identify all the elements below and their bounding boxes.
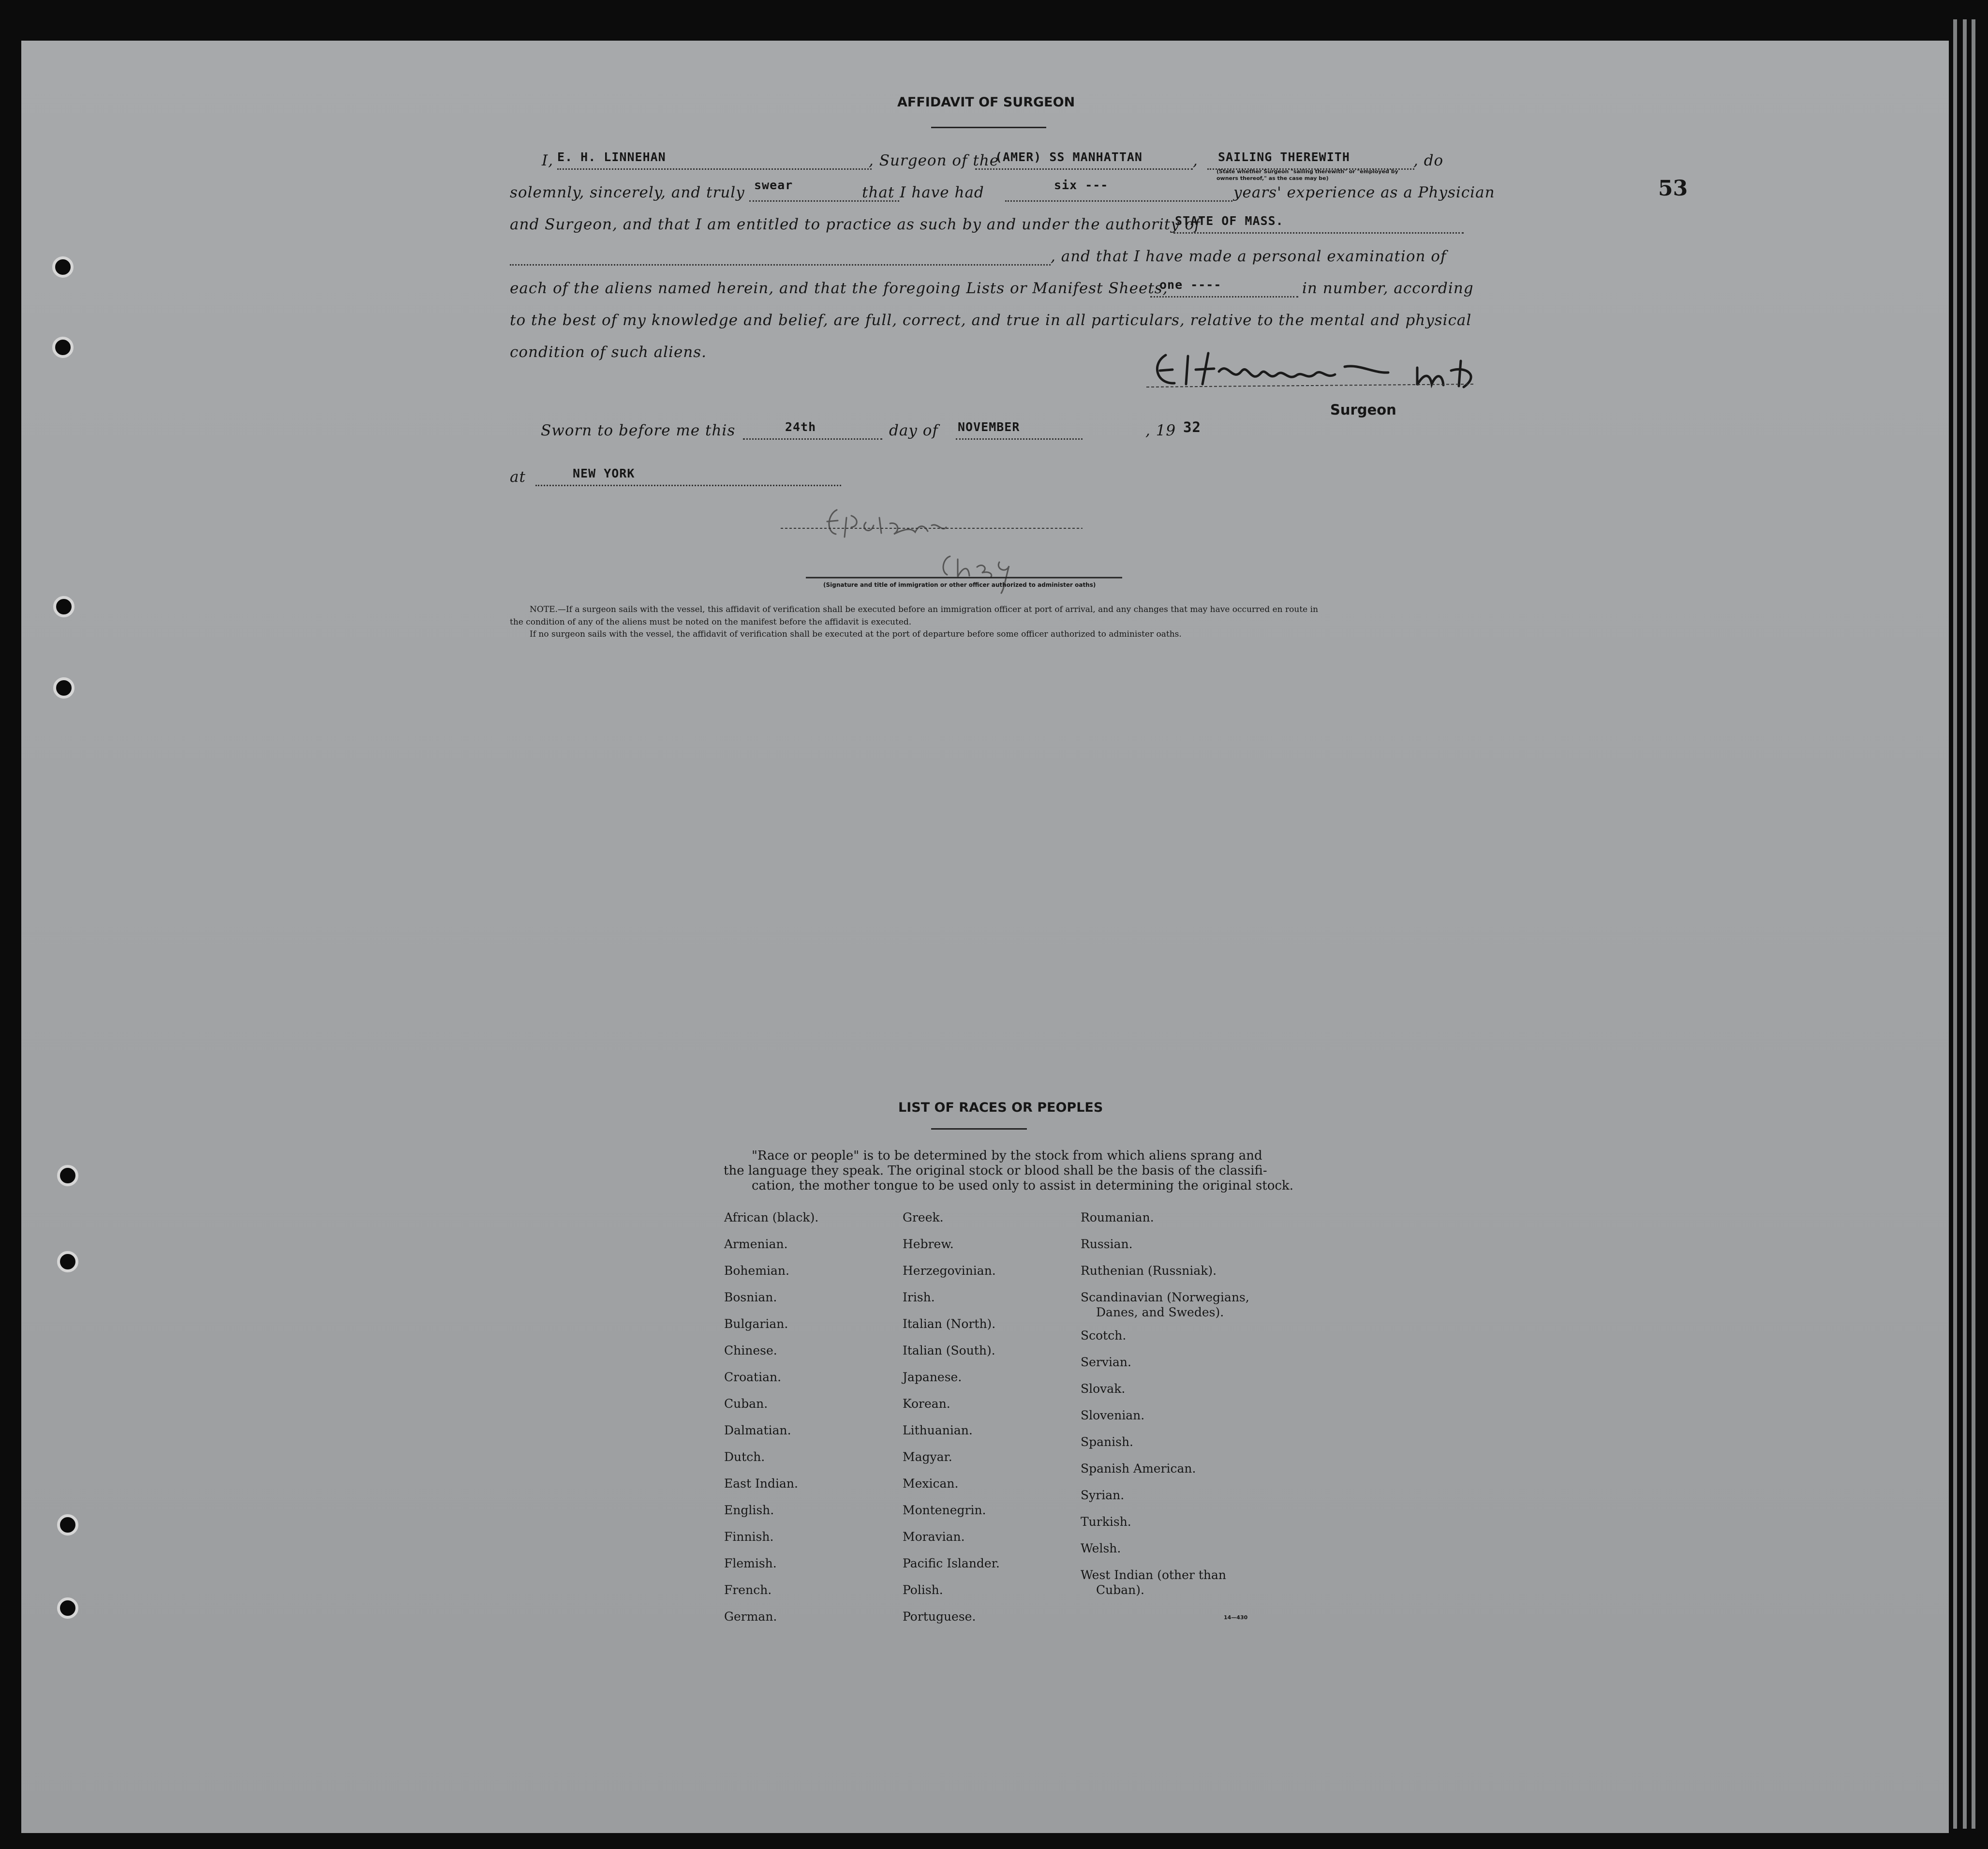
race-item: Croatian. bbox=[724, 1370, 782, 1384]
race-column-3 bbox=[1081, 1210, 1249, 1610]
license-authority: STATE OF MASS. bbox=[1175, 214, 1284, 228]
race-item: Irish. bbox=[903, 1290, 935, 1304]
races-title: LIST OF RACES OR PEOPLES bbox=[898, 1100, 1103, 1115]
race-item: Herzegovinian. bbox=[903, 1264, 996, 1278]
race-item: Cuban). bbox=[1096, 1583, 1144, 1597]
title-rule bbox=[931, 127, 1046, 128]
fill-line bbox=[743, 438, 882, 440]
binder-hole bbox=[57, 1251, 78, 1272]
fill-line bbox=[1150, 296, 1298, 298]
surgeon-label: Surgeon bbox=[1330, 402, 1396, 418]
race-item: Scandinavian (Norwegians, bbox=[1081, 1290, 1249, 1304]
affidavit-text: years' experience as a Physician bbox=[1233, 184, 1495, 201]
affidavit-title: AFFIDAVIT OF SURGEON bbox=[897, 95, 1075, 110]
race-item: Japanese. bbox=[903, 1370, 962, 1384]
race-item: Bohemian. bbox=[724, 1264, 789, 1278]
race-item: Pacific Islander. bbox=[903, 1556, 1000, 1570]
affidavit-text: solemnly, sincerely, and truly bbox=[510, 184, 745, 201]
race-item: African (black). bbox=[724, 1210, 819, 1224]
surgeon-name: E. H. LINNEHAN bbox=[557, 150, 666, 164]
race-item: Chinese. bbox=[724, 1343, 777, 1357]
fill-line bbox=[1005, 200, 1232, 202]
race-item: English. bbox=[724, 1503, 774, 1517]
fill-line bbox=[956, 438, 1083, 440]
page-edge bbox=[1963, 19, 1967, 1829]
affidavit-text: at bbox=[510, 468, 526, 486]
race-item: Slovak. bbox=[1081, 1382, 1126, 1396]
intro-line: the language they speak. The original stock or blood shall be the basis of the classifi- bbox=[724, 1163, 1267, 1178]
intro-line: cation, the mother tongue to be used only to assist in determining the original stock. bbox=[752, 1178, 1294, 1193]
races-intro bbox=[724, 1148, 1294, 1193]
officer-signature bbox=[774, 498, 1122, 595]
race-item: Welsh. bbox=[1081, 1541, 1121, 1555]
fill-line bbox=[1173, 232, 1464, 234]
sworn-year: 32 bbox=[1183, 419, 1201, 435]
page-number: 53 bbox=[1658, 176, 1688, 201]
race-item: West Indian (other than bbox=[1081, 1568, 1227, 1582]
affidavit-text: day of bbox=[889, 422, 938, 439]
race-item: Spanish. bbox=[1081, 1435, 1134, 1449]
sworn-month: NOVEMBER bbox=[958, 420, 1020, 434]
surgeon-status: SAILING THEREWITH bbox=[1218, 150, 1350, 164]
place-line bbox=[510, 468, 1465, 497]
sworn-day: 24th bbox=[785, 420, 816, 434]
sworn-place: NEW YORK bbox=[573, 466, 635, 480]
note-line: the condition of any of the aliens must be noted on the manifest before the affidavit is executed. bbox=[510, 617, 912, 627]
race-item: Slovenian. bbox=[1081, 1408, 1145, 1422]
sworn-line bbox=[541, 419, 1266, 451]
race-item: Italian (North). bbox=[903, 1317, 996, 1331]
form-number: 14—430 bbox=[1224, 1614, 1248, 1621]
race-item: Spanish American. bbox=[1081, 1461, 1196, 1476]
page-edge bbox=[1972, 19, 1975, 1829]
fill-line bbox=[557, 168, 872, 170]
affidavit-text: to the best of my knowledge and belief, are full, correct, and true in all particulars, relative to the mental and physical bbox=[510, 312, 1472, 329]
note-line: If no surgeon sails with the vessel, the affidavit of verification shall be executed at the port of departure before some officer authorized to administer oaths. bbox=[530, 629, 1182, 639]
affidavit-text: I, bbox=[542, 152, 554, 169]
race-item: Polish. bbox=[903, 1583, 943, 1597]
race-item: Flemish. bbox=[724, 1556, 777, 1570]
race-item: French. bbox=[724, 1583, 772, 1597]
affidavit-text: , and that I have made a personal examination of bbox=[1051, 248, 1447, 265]
race-item: Scotch. bbox=[1081, 1328, 1127, 1342]
race-column-1 bbox=[724, 1210, 818, 1636]
race-item: Syrian. bbox=[1081, 1488, 1125, 1502]
sheet-count: one ---- bbox=[1159, 278, 1222, 292]
officer-caption: (Signature and title of immigration or other officer authorized to administer oaths) bbox=[823, 582, 1096, 588]
affidavit-text: condition of such aliens. bbox=[510, 343, 707, 361]
binder-hole bbox=[53, 677, 74, 699]
affidavit-text: , Surgeon of the bbox=[869, 152, 999, 169]
binder-hole bbox=[52, 256, 74, 278]
race-column-2 bbox=[903, 1210, 1000, 1636]
race-item: Servian. bbox=[1081, 1355, 1131, 1369]
affidavit-text: Sworn to before me this bbox=[541, 422, 736, 439]
race-item: Bosnian. bbox=[724, 1290, 777, 1304]
race-item: Armenian. bbox=[724, 1237, 788, 1251]
race-item: Greek. bbox=[903, 1210, 944, 1224]
affidavit-line-6 bbox=[510, 312, 1472, 341]
affidavit-text: , 19 bbox=[1145, 422, 1176, 439]
years-experience: six --- bbox=[1054, 178, 1109, 192]
race-item: Finnish. bbox=[724, 1530, 774, 1544]
surgeon-signature bbox=[1146, 344, 1485, 403]
affidavit-text: that I have had bbox=[862, 184, 984, 201]
race-item: Cuban. bbox=[724, 1397, 768, 1411]
status-note: (State whether Surgeon "sailing therewith" or "employed by owners thereof," as the case may be) bbox=[1217, 168, 1398, 181]
affidavit-text: and Surgeon, and that I am entitled to practice as such by and under the authority of bbox=[510, 216, 1201, 233]
race-item: Magyar. bbox=[903, 1450, 952, 1464]
race-item: Dutch. bbox=[724, 1450, 765, 1464]
race-item: Russian. bbox=[1081, 1237, 1133, 1251]
intro-line: "Race or people" is to be determined by the stock from which aliens sprang and bbox=[752, 1148, 1262, 1163]
race-item: Turkish. bbox=[1081, 1515, 1131, 1529]
binder-hole bbox=[57, 1514, 78, 1536]
race-item: German. bbox=[724, 1610, 777, 1624]
fill-line bbox=[975, 168, 1193, 170]
race-item: Danes, and Swedes). bbox=[1096, 1305, 1224, 1319]
race-item: Roumanian. bbox=[1081, 1210, 1154, 1224]
affidavit-line-4 bbox=[510, 248, 1465, 277]
affidavit-text: , bbox=[1193, 152, 1198, 169]
affidavit-text: each of the aliens named herein, and that the foregoing Lists or Manifest Sheets, bbox=[510, 280, 1168, 297]
note-line: NOTE.—If a surgeon sails with the vessel, this affidavit of verification shall be executed before an immigration officer at port of arrival, and any changes that may have occurred en route in bbox=[530, 605, 1319, 614]
race-item: Montenegrin. bbox=[903, 1503, 986, 1517]
race-item: Korean. bbox=[903, 1397, 950, 1411]
binder-hole bbox=[57, 1165, 78, 1186]
binder-hole bbox=[52, 337, 74, 358]
races-title-rule bbox=[931, 1128, 1027, 1130]
race-item: Hebrew. bbox=[903, 1237, 954, 1251]
affidavit-line-3 bbox=[510, 216, 1465, 245]
page-edge bbox=[1953, 19, 1957, 1829]
vessel-name: (AMER) SS MANHATTAN bbox=[995, 150, 1142, 164]
race-item: East Indian. bbox=[724, 1476, 798, 1491]
race-item: Portuguese. bbox=[903, 1610, 976, 1624]
fill-line bbox=[535, 485, 841, 486]
affidavit-text: in number, according bbox=[1302, 280, 1474, 297]
race-item: Moravian. bbox=[903, 1530, 965, 1544]
affidavit-line-5 bbox=[510, 278, 1474, 309]
fill-line bbox=[510, 264, 1051, 266]
oath-type: swear bbox=[754, 178, 793, 192]
affidavit-text: , do bbox=[1413, 152, 1444, 169]
race-item: Italian (South). bbox=[903, 1343, 995, 1357]
race-item: Dalmatian. bbox=[724, 1423, 791, 1437]
affidavit-line-2 bbox=[510, 178, 1495, 213]
race-item: Lithuanian. bbox=[903, 1423, 973, 1437]
race-item: Mexican. bbox=[903, 1476, 959, 1491]
race-item: Bulgarian. bbox=[724, 1317, 788, 1331]
race-item: Ruthenian (Russniak). bbox=[1081, 1264, 1217, 1278]
binder-hole bbox=[53, 596, 74, 617]
binder-hole bbox=[57, 1597, 78, 1619]
